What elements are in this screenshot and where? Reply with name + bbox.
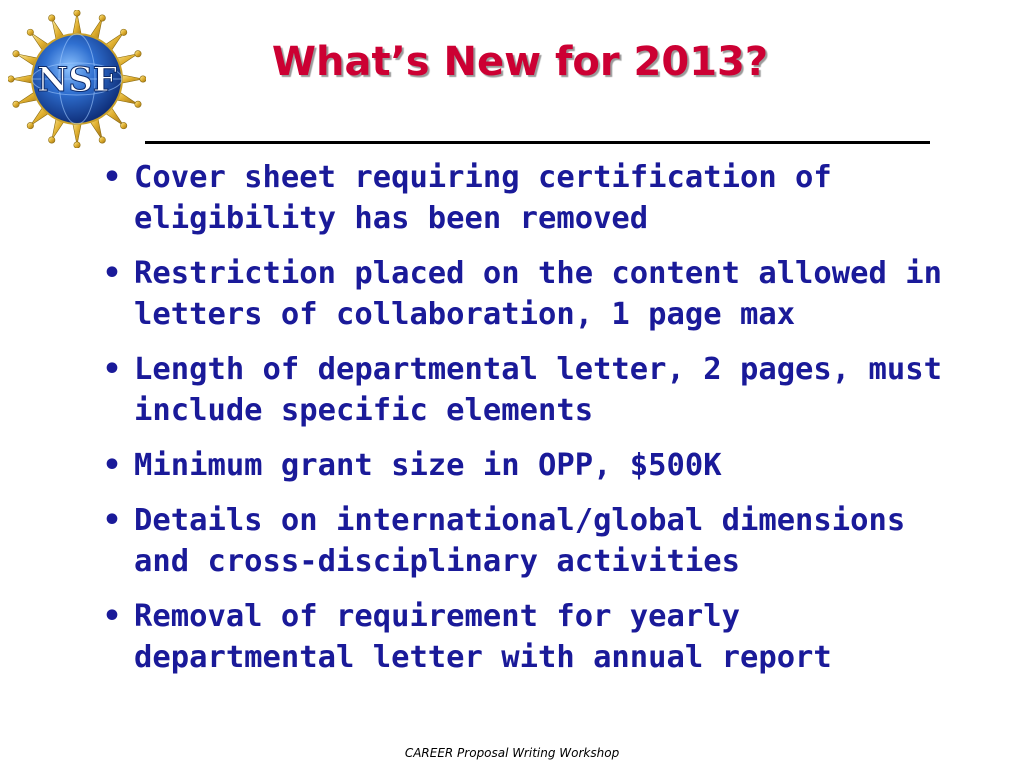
bullet-dot-icon: • [102,256,122,291]
logo-ray-tip [8,76,14,82]
bullet-item [100,349,960,431]
logo-ray-tip [140,76,146,82]
logo-ray-tip [135,51,141,57]
title-divider [145,141,930,144]
bullet-text: Length of departmental letter, 2 pages, must include specific elements [134,352,942,428]
logo-ray-tip [99,137,105,143]
bullet-dot-icon: • [102,160,122,195]
logo-ray-tip [13,51,19,57]
logo-ray-tip [120,122,126,128]
logo-ray-tip [135,101,141,107]
logo-ray-tip [120,29,126,35]
nsf-logo-icon [8,10,146,148]
logo-ray-tip [27,122,33,128]
footer-text: CAREER Proposal Writing Workshop [404,746,620,760]
bullet-item [100,445,960,486]
bullet-dot-icon: • [102,448,122,483]
logo-ray-tip [49,137,55,143]
bullet-list [100,157,960,692]
bullet-text: Minimum grant size in OPP, $500K [134,448,722,483]
bullet-item [100,157,960,239]
slide-title: What’s New for 2013? [271,39,769,85]
bullet-text: Cover sheet requiring certification of eligibility has been removed [134,160,832,236]
bullet-text: Removal of requirement for yearly departmental letter with annual report [134,599,832,675]
bullet-item [100,500,960,582]
logo-ray-tip [74,10,80,16]
bullet-dot-icon: • [102,599,122,634]
logo-ray-tip [27,29,33,35]
logo-ray-tip [74,142,80,148]
logo-ray-tip [99,15,105,21]
bullet-text: Details on international/global dimensions and cross-disciplinary activities [134,503,906,579]
bullet-text: Restriction placed on the content allowed in letters of collaboration, 1 page max [134,256,942,332]
bullet-item [100,253,960,335]
logo-ray-tip [49,15,55,21]
logo-text: NSF [37,60,117,100]
bullet-dot-icon: • [102,352,122,387]
bullet-item [100,596,960,678]
logo-ray-tip [13,101,19,107]
bullet-dot-icon: • [102,503,122,538]
